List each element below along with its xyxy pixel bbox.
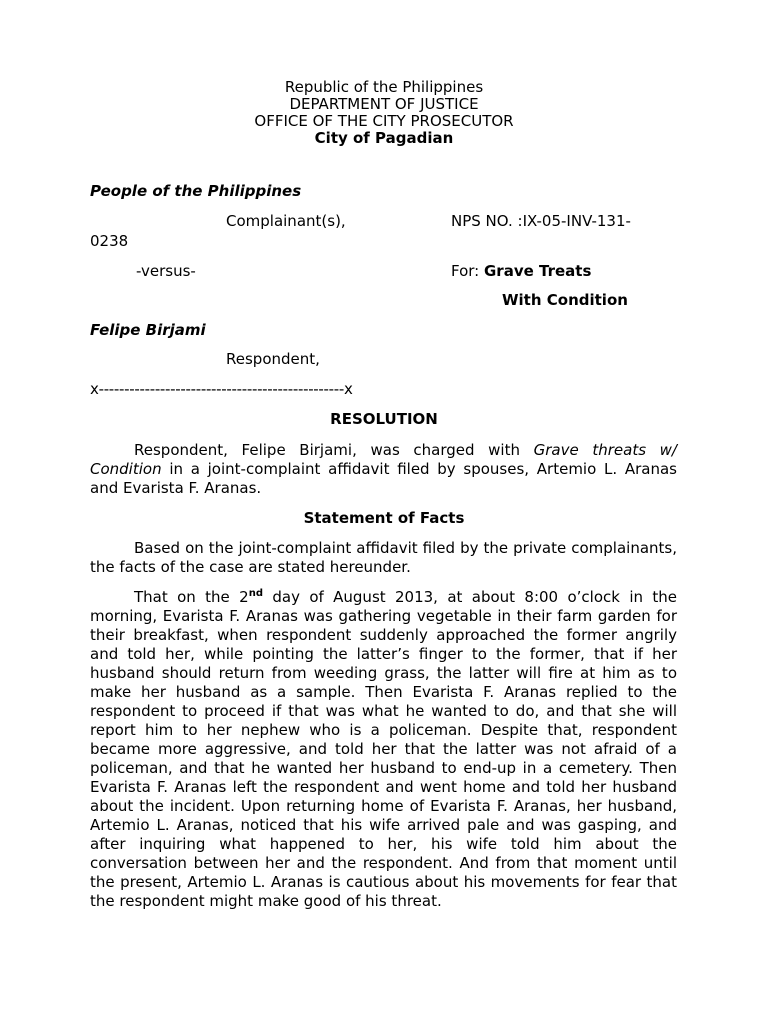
versus-label: -versus- [136, 262, 196, 280]
charge-line [451, 262, 591, 281]
facts-paragraph-1: Based on the joint-complaint affidavit filed by the private complainants, the facts of the case are stated hereunder. [90, 539, 677, 576]
header-republic: Republic of the Philippines [284, 78, 484, 96]
intro-charge: Grave threats w/ Condition [90, 441, 677, 478]
respondent-role: Respondent, [226, 350, 320, 368]
intro-text-before: Respondent, Felipe Birjami, was charged with [134, 441, 534, 459]
header-department: DEPARTMENT OF JUSTICE [289, 95, 479, 113]
nps-number-continued: 0238 [90, 232, 129, 250]
facts-p2-after: day of August 2013, at about 8:00 o’clock in the morning, Evarista F. Aranas was gathering vegetable in their farm garden for their breakfast, when respondent suddenly approached the former angrily and told her, while pointing the latter’s finger to the former, that if her husband should return from weeding grass, the latter will fire at him as to make her husband as a sample. Then Evarista F. Aranas replied to the respondent to proceed if that was what he wanted to do, and that she will report him to her nephew who is a policeman. Despite that, respondent became more aggressive, and told her that the latter was not afraid of a policeman, and that he wanted her husband to end-up in a cemetery. Then Evarista F. Aranas left the respondent and went home and told her husband about the incident. Upon returning home of Evarista F. Aranas, her husband, Artemio L. Aranas, noticed that his wife arrived pale and was gasping, and after inquiring what happened to her, his wife told him about the conversation between her and the respondent. And from that moment until the present, Artemio L. Aranas is cautious about his movements for fear that the respondent might make good of his threat. [90, 588, 677, 910]
complainant-name: People of the Philippines [90, 182, 302, 200]
header-city: City of Pagadian [314, 129, 454, 147]
facts-paragraph-2 [90, 588, 677, 911]
respondent-name: Felipe Birjami [90, 321, 206, 339]
nps-number: NPS NO. :IX-05-INV-131- [451, 212, 631, 230]
facts-heading: Statement of Facts [303, 509, 465, 527]
charge-title: Grave Treats [484, 262, 592, 280]
charge-title-continued: With Condition [502, 291, 628, 309]
complainant-role: Complainant(s), [226, 212, 346, 230]
resolution-title: RESOLUTION [330, 410, 438, 428]
header-office: OFFICE OF THE CITY PROSECUTOR [254, 112, 514, 130]
for-label: For: [451, 262, 484, 280]
intro-text-after: in a joint-complaint affidavit filed by spouses, Artemio L. Aranas and Evarista F. Aranas. [90, 460, 677, 497]
facts-p2-before: That on the 2 [134, 588, 249, 606]
facts-p2-ordinal: nd [248, 588, 263, 599]
caption-separator: x------------------------------------------------x [90, 380, 353, 398]
intro-paragraph [90, 441, 677, 498]
